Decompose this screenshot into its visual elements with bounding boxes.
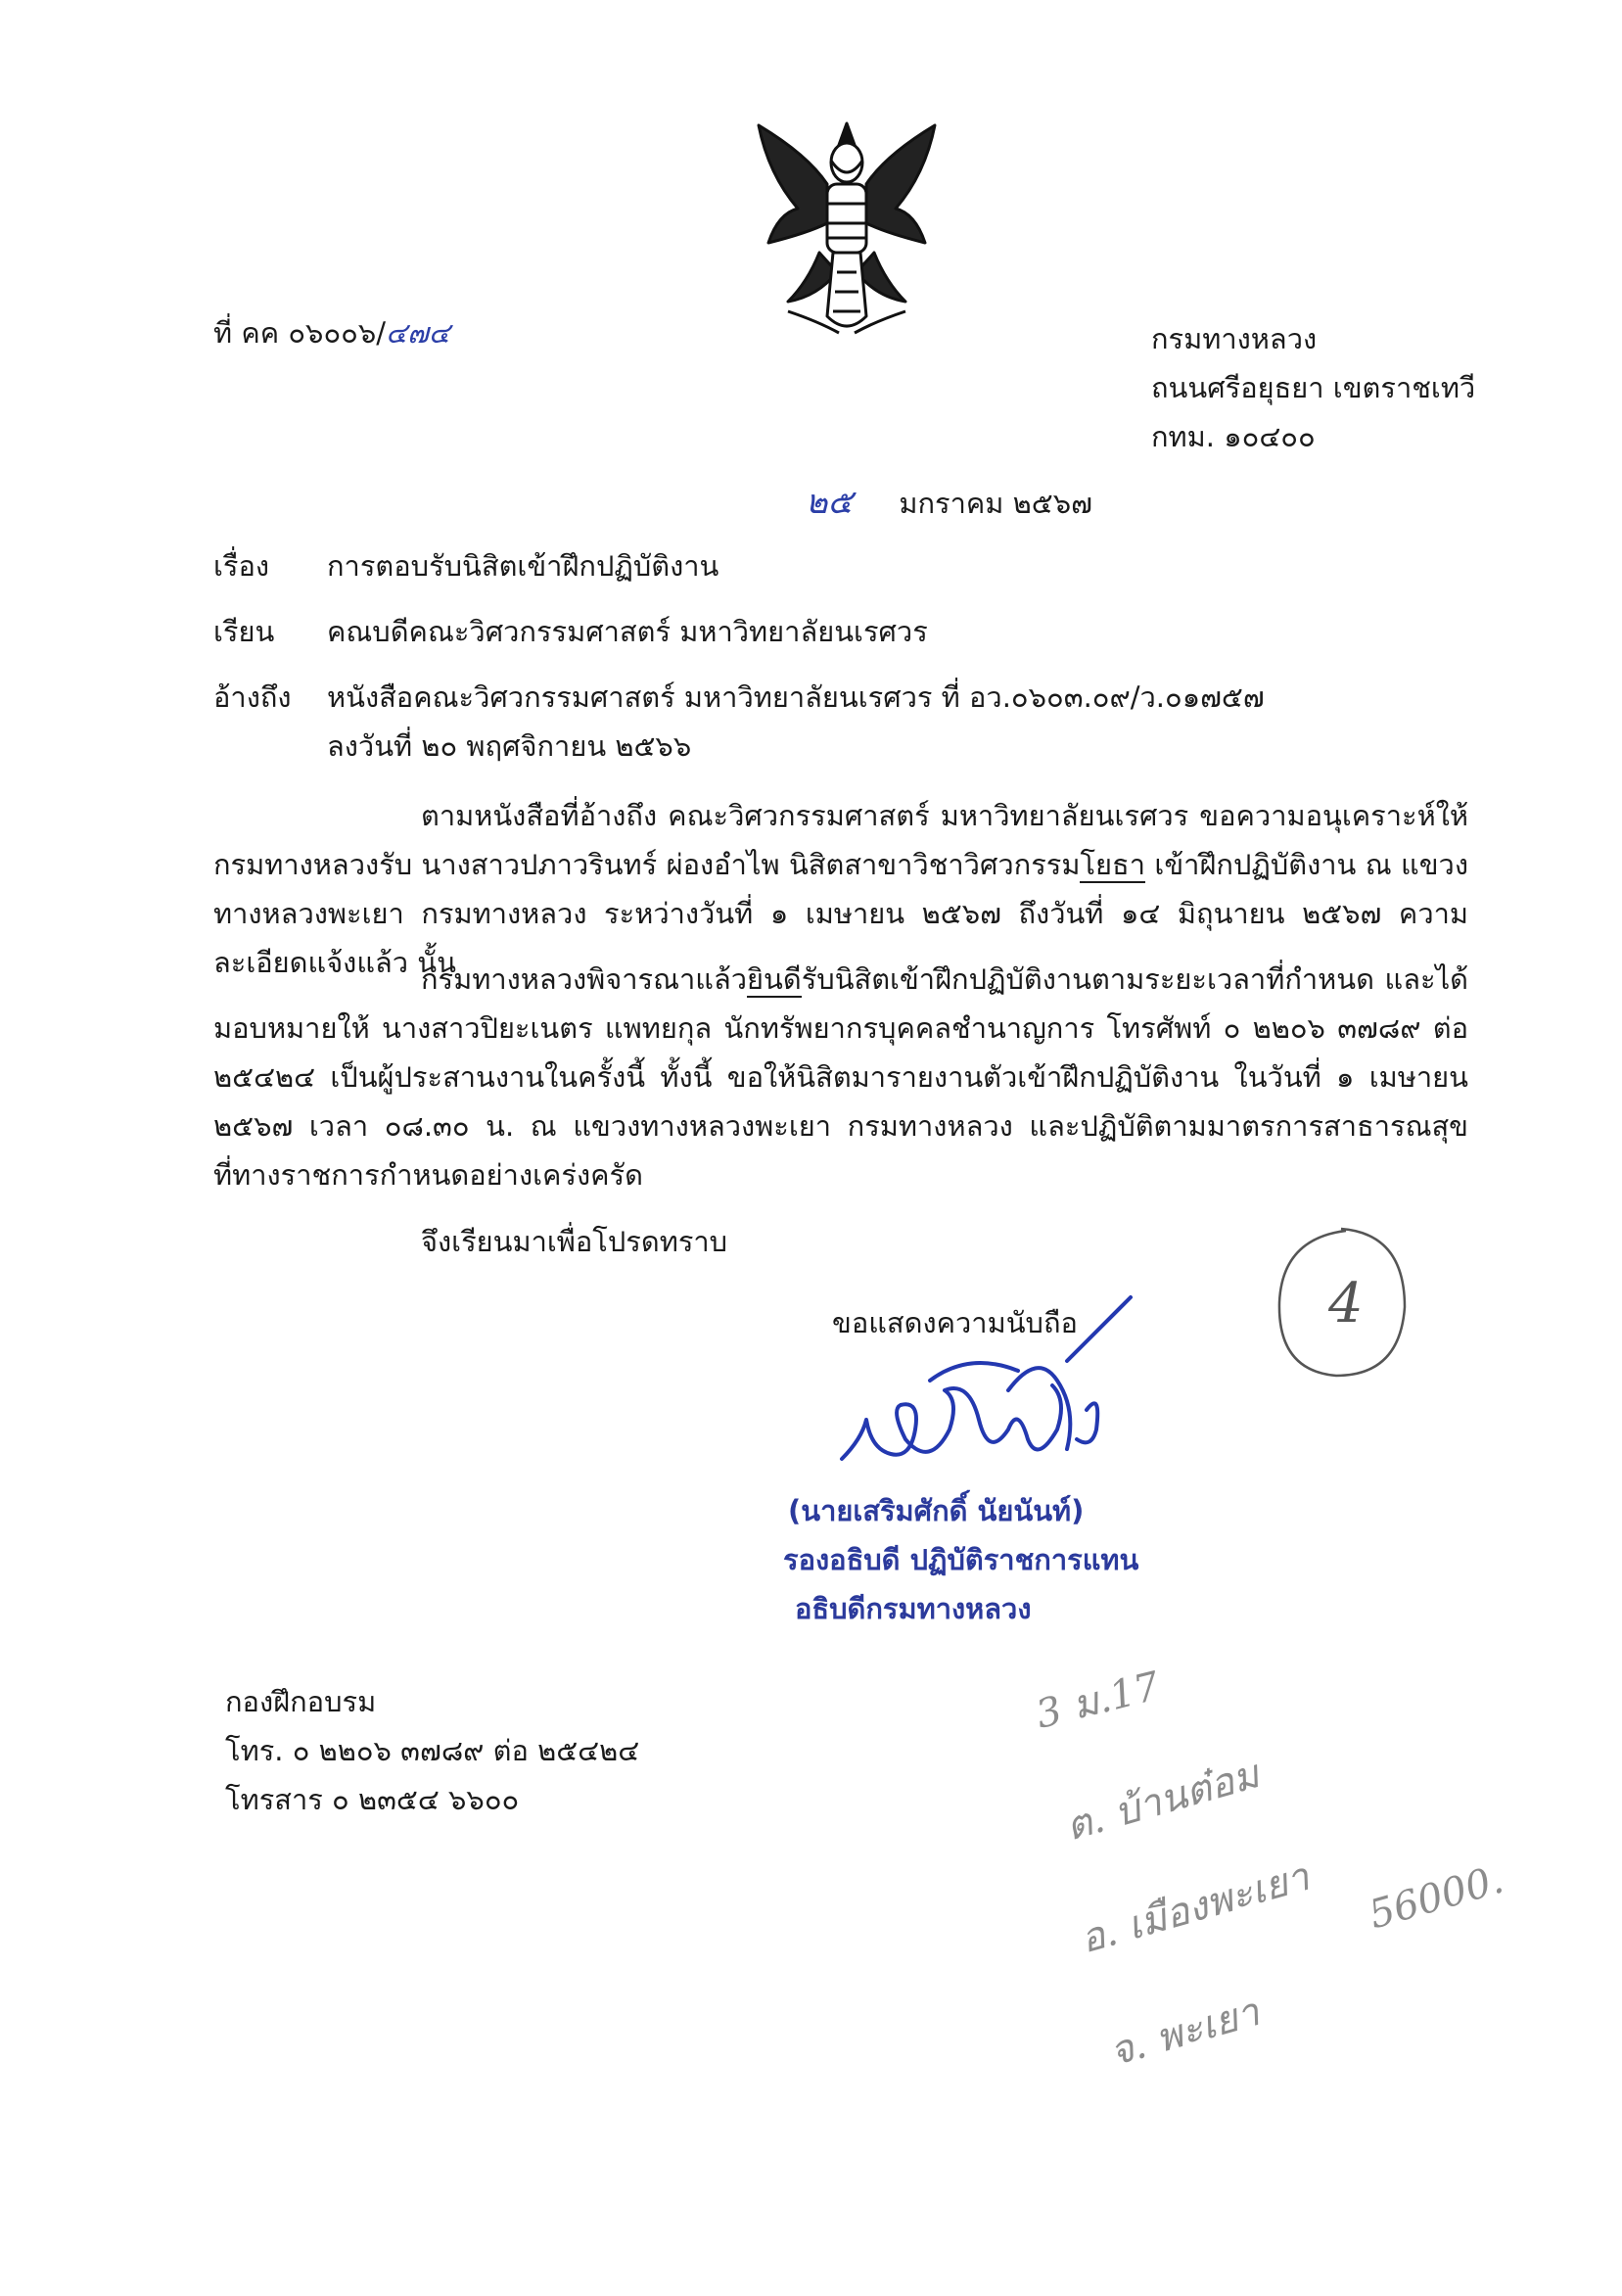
para1-text-start: ตามหนังสือที่อ้างถึง คณะวิศวกรรมศาสตร์ มหาวิทยาลัยนเรศวร ขอความอนุเคราะห์ให้ กรมทางหลวงรับ นางสาวปภาวรินทร์ ผ่องอำไพ นิสิตสาขาวิชาวิศวกรรม [213, 799, 1468, 881]
sender-city: กทม. ๑๐๔๐๐ [1151, 420, 1316, 453]
closing-line: จึงเรียนมาเพื่อโปรดทราบ [421, 1225, 728, 1258]
pencil-note-line-4: จ. พะเยา [1104, 1990, 1265, 2076]
body-paragraph-2 [213, 955, 1468, 1199]
subject-label: เรื่อง [213, 549, 270, 583]
pencil-note-line-3: อ. เมืองพะเยา [1075, 1853, 1315, 1963]
para2-text-start: กรมทางหลวงพิจารณาแล้ว [421, 962, 748, 996]
date-month-year: มกราคม ๒๕๖๗ [899, 487, 1092, 520]
contact-phone: โทร. ๐ ๒๒๐๖ ๓๗๘๙ ต่อ ๒๕๔๒๔ [225, 1734, 640, 1767]
ref-handwritten-number: ๔๗๔ [386, 316, 450, 350]
sender-dept: กรมทางหลวง [1151, 322, 1318, 355]
circle-note-text: 4 [1328, 1272, 1364, 1335]
signer-name: (นายเสริมศักดิ์ นัยนันท์) [788, 1494, 1085, 1527]
para1-underlined-word: โยธา [1080, 848, 1146, 881]
pencil-note-postcode: 56000. [1364, 1856, 1508, 1939]
regards-line: ขอแสดงความนับถือ [832, 1306, 1078, 1339]
signer-title-2: อธิบดีกรมทางหลวง [795, 1592, 1032, 1625]
sender-road: ถนนศรีอยุธยา เขตราชเทวี [1151, 371, 1476, 404]
reference-line2: ลงวันที่ ๒๐ พฤศจิกายน ๒๕๖๖ [327, 729, 692, 763]
handwritten-signature [822, 1292, 1155, 1488]
recipient-text: คณบดีคณะวิศวกรรมศาสตร์ มหาวิทยาลัยนเรศวร [327, 615, 928, 648]
contact-fax: โทรสาร ๐ ๒๓๕๔ ๖๖๐๐ [225, 1783, 520, 1816]
garuda-emblem-icon [729, 116, 964, 346]
para2-underlined-word: ยินดี [747, 962, 802, 996]
date-day-handwritten: ๒๕ [806, 483, 854, 522]
recipient-label: เรียน [213, 615, 275, 648]
reference-line1: หนังสือคณะวิศวกรรมศาสตร์ มหาวิทยาลัยนเรศวร ที่ อว.๐๖๐๓.๐๙/ว.๐๑๗๕๗ [327, 680, 1265, 714]
pencil-note-line-2: ต. บ้านต๋อม [1060, 1752, 1265, 1851]
circled-number-mark [1268, 1219, 1414, 1385]
ref-prefix: ที่ คค ๐๖๐๐๖/ [213, 316, 387, 350]
document-date [806, 485, 1092, 521]
contact-division: กองฝึกอบรม [225, 1685, 377, 1718]
subject-text: การตอบรับนิสิตเข้าฝึกปฏิบัติงาน [327, 549, 719, 583]
signer-title-1: รองอธิบดี ปฏิบัติราชการแทน [783, 1543, 1139, 1576]
pencil-note-line-1: 3 ม.17 [1031, 1663, 1165, 1738]
reference-label: อ้างถึง [213, 680, 292, 714]
document-ref-number [213, 315, 450, 351]
para2-text-end: รับนิสิตเข้าฝึกปฏิบัติงานตามระยะเวลาที่กำหนด และได้มอบหมายให้ นางสาวปิยะเนตร แพทยกุล นักทรัพยากรบุคคลชำนาญการ โทรศัพท์ ๐ ๒๒๐๖ ๓๗๘๙ ต่อ ๒๕๔๒๔ เป็นผู้ประสานงานในครั้งนี้ ทั้งนี้ ขอให้นิสิตมารายงานตัวเข้าฝึกปฏิบัติงาน ในวันที่ ๑ เมษายน ๒๕๖๗ เวลา ๐๘.๓๐ น. ณ แขวงทางหลวงพะเยา กรมทางหลวง และปฏิบัติตามมาตรการสาธารณสุขที่ทางราชการกำหนดอย่างเคร่งครัด [213, 962, 1468, 1192]
para1-text-end: เข้าฝึกปฏิบัติงาน ณ แขวงทางหลวงพะเยา กรมทางหลวง ระหว่างวันที่ ๑ เมษายน ๒๕๖๗ ถึงวันที่ ๑๔ มิถุนายน ๒๕๖๗ ความละเอียดแจ้งแล้ว นั้น [213, 848, 1469, 979]
